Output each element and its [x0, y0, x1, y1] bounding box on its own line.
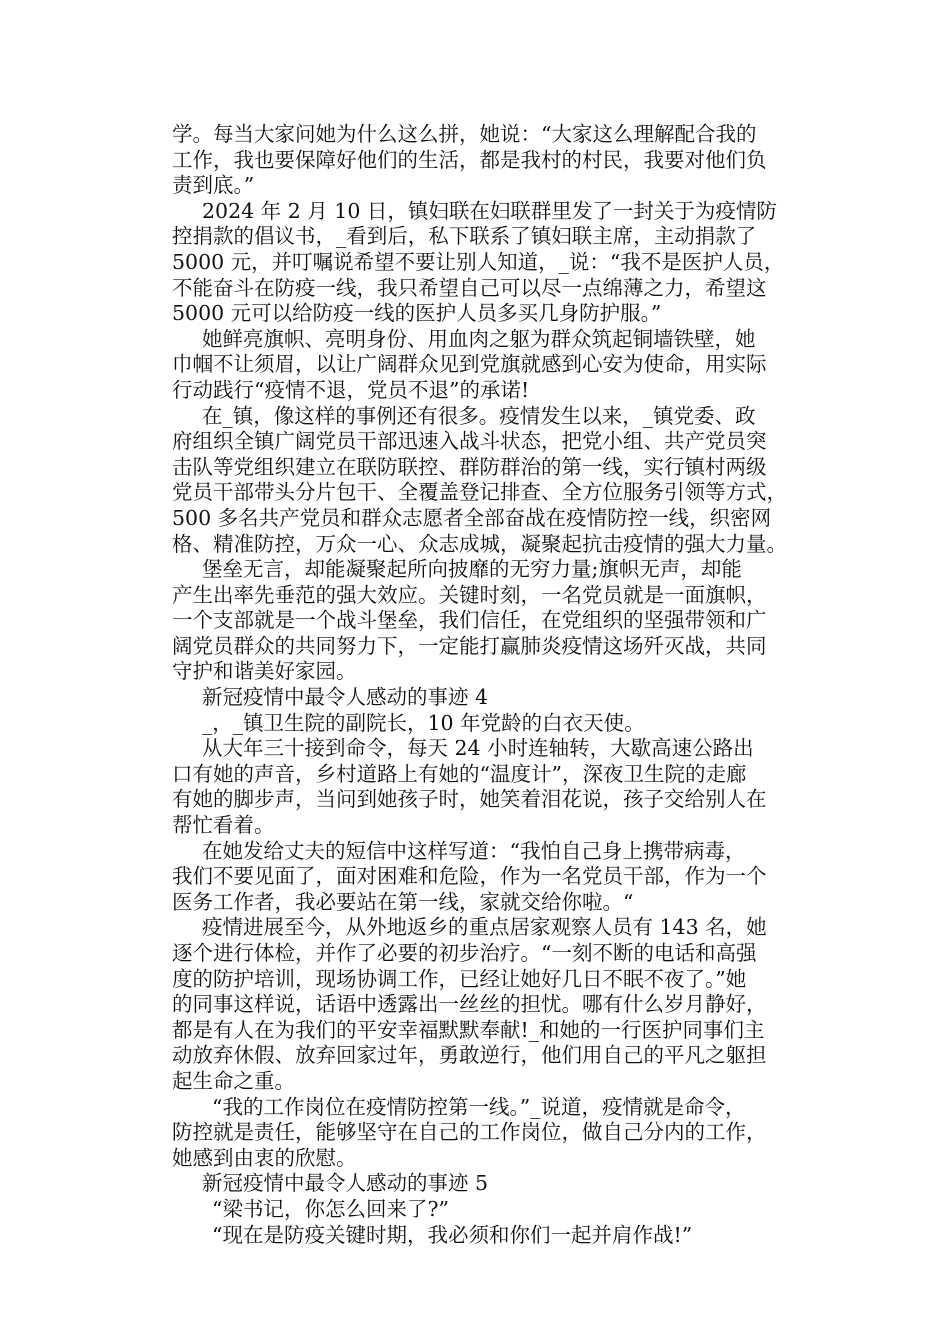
- text-line: 疫情进展至今，从外地返乡的重点居家观察人员有 143 名，她: [202, 915, 767, 940]
- text-line: “现在是防疫关键时期，我必须和你们一起并肩作战!”: [212, 1222, 693, 1247]
- text-line: 行动践行“疫情不退，党员不退”的承诺!: [172, 377, 530, 402]
- text-line: 党员干部带头分片包干、全覆盖登记排查、全方位服务引领等方式，: [172, 480, 787, 505]
- text-line: _，_镇卫生院的副院长，10 年党龄的白衣天使。: [202, 710, 645, 735]
- text-line: 在_镇，像这样的事例还有很多。疫情发生以来，_镇党委、政: [202, 403, 756, 428]
- text-line: 逐个进行体检，并作了必要的初步治疗。“一刻不断的电话和高强: [172, 941, 757, 965]
- text-line: 从大年三十接到命令，每天 24 小时连轴转，大歇高速公路出: [202, 736, 754, 761]
- text-line: 责到底。”: [172, 173, 255, 198]
- text-line: 格、精准防控，万众一心、众志成城，凝聚起抗击疫情的强大力量。: [172, 531, 787, 556]
- text-line: 击队等党组织建立在联防联控、群防群治的第一线，实行镇村两级: [172, 454, 767, 479]
- text-line: 5000 元可以给防疫一线的医护人员多买几身防护服。”: [172, 301, 662, 326]
- text-line: 口有她的声音，乡村道路上有她的“温度计”，深夜卫生院的走廊: [172, 761, 747, 786]
- text-line: 医务工作者，我必要站在第一线，家就交给你啦。“: [172, 889, 634, 914]
- text-line: 守护和谐美好家园。: [172, 659, 357, 684]
- text-line: 她感到由衷的欣慰。: [172, 1145, 357, 1170]
- text-line: 不能奋斗在防疫一线，我只希望自己可以尽一点绵薄之力，希望这: [172, 275, 767, 300]
- text-line: 在她发给丈夫的短信中这样写道：“我怕自己身上携带病毒，: [202, 838, 746, 863]
- text-line: “梁书记，你怎么回来了?”: [212, 1196, 449, 1221]
- text-line: 工作，我也要保障好他们的生活，都是我村的村民，我要对他们负: [172, 147, 767, 172]
- text-line: 都是有人在为我们的平安幸福默默奉献!_和她的一行医护同事们主: [172, 1017, 765, 1042]
- text-line: 500 多名共产党员和群众志愿者全部奋战在疫情防控一线，织密网: [172, 505, 772, 530]
- text-line: 府组织全镇广阔党员干部迅速入战斗状态，把党小组、共产党员突: [172, 429, 767, 454]
- text-line: 我们不要见面了，面对困难和危险，作为一名党员干部，作为一个: [172, 864, 767, 889]
- text-line: 帮忙看着。: [172, 813, 275, 838]
- text-line: 巾帼不让须眉，以让广阔群众见到党旗就感到心安为使命，用实际: [172, 352, 767, 377]
- text-line: 新冠疫情中最令人感动的事迹 4: [202, 685, 489, 710]
- text-line: 动放弃休假、放弃回家过年，勇敢逆行，他们用自己的平凡之躯担: [172, 1043, 767, 1068]
- text-line: “我的工作岗位在疫情防控第一线。”_说道，疫情就是命令，: [212, 1094, 746, 1119]
- text-line: 的同事这样说，话语中透露出一丝丝的担忧。哪有什么岁月静好，: [172, 992, 767, 1017]
- text-line: 5000 元，并叮嘱说希望不要让别人知道，_说：“我不是医护人员，: [172, 249, 785, 274]
- text-line: 度的防护培训，现场协调工作，已经让她好几日不眠不夜了。”她: [172, 966, 747, 991]
- text-line: 她鲜亮旗帜、亮明身份、用血肉之躯为群众筑起铜墙铁壁，她: [202, 326, 756, 351]
- document-body: [172, 122, 832, 1248]
- text-line: 一个支部就是一个战斗堡垒，我们信任，在党组织的坚强带领和广: [172, 608, 767, 633]
- text-line: 防控就是责任，能够坚守在自己的工作岗位，做自己分内的工作，: [172, 1120, 767, 1145]
- text-line: 2024 年 2 月 10 日，镇妇联在妇联群里发了一封关于为疫情防: [202, 198, 777, 223]
- text-line: 学。每当大家问她为什么这么拼，她说：“大家这么理解配合我的: [172, 122, 757, 146]
- text-line: 产生出率先垂范的强大效应。关键时刻，一名党员就是一面旗帜，: [172, 582, 767, 607]
- text-line: 堡垒无言，却能凝聚起所向披靡的无穷力量;旗帜无声，却能: [202, 557, 742, 582]
- text-line: 控捐款的倡议书，_看到后，私下联系了镇妇联主席，主动捐款了: [172, 224, 757, 249]
- text-line: 新冠疫情中最令人感动的事迹 5: [202, 1171, 489, 1196]
- text-line: 阔党员群众的共同努力下，一定能打赢肺炎疫情这场歼灭战，共同: [172, 633, 767, 658]
- text-line: 有她的脚步声，当问到她孩子时，她笑着泪花说，孩子交给别人在: [172, 787, 767, 812]
- text-line: 起生命之重。: [172, 1068, 295, 1093]
